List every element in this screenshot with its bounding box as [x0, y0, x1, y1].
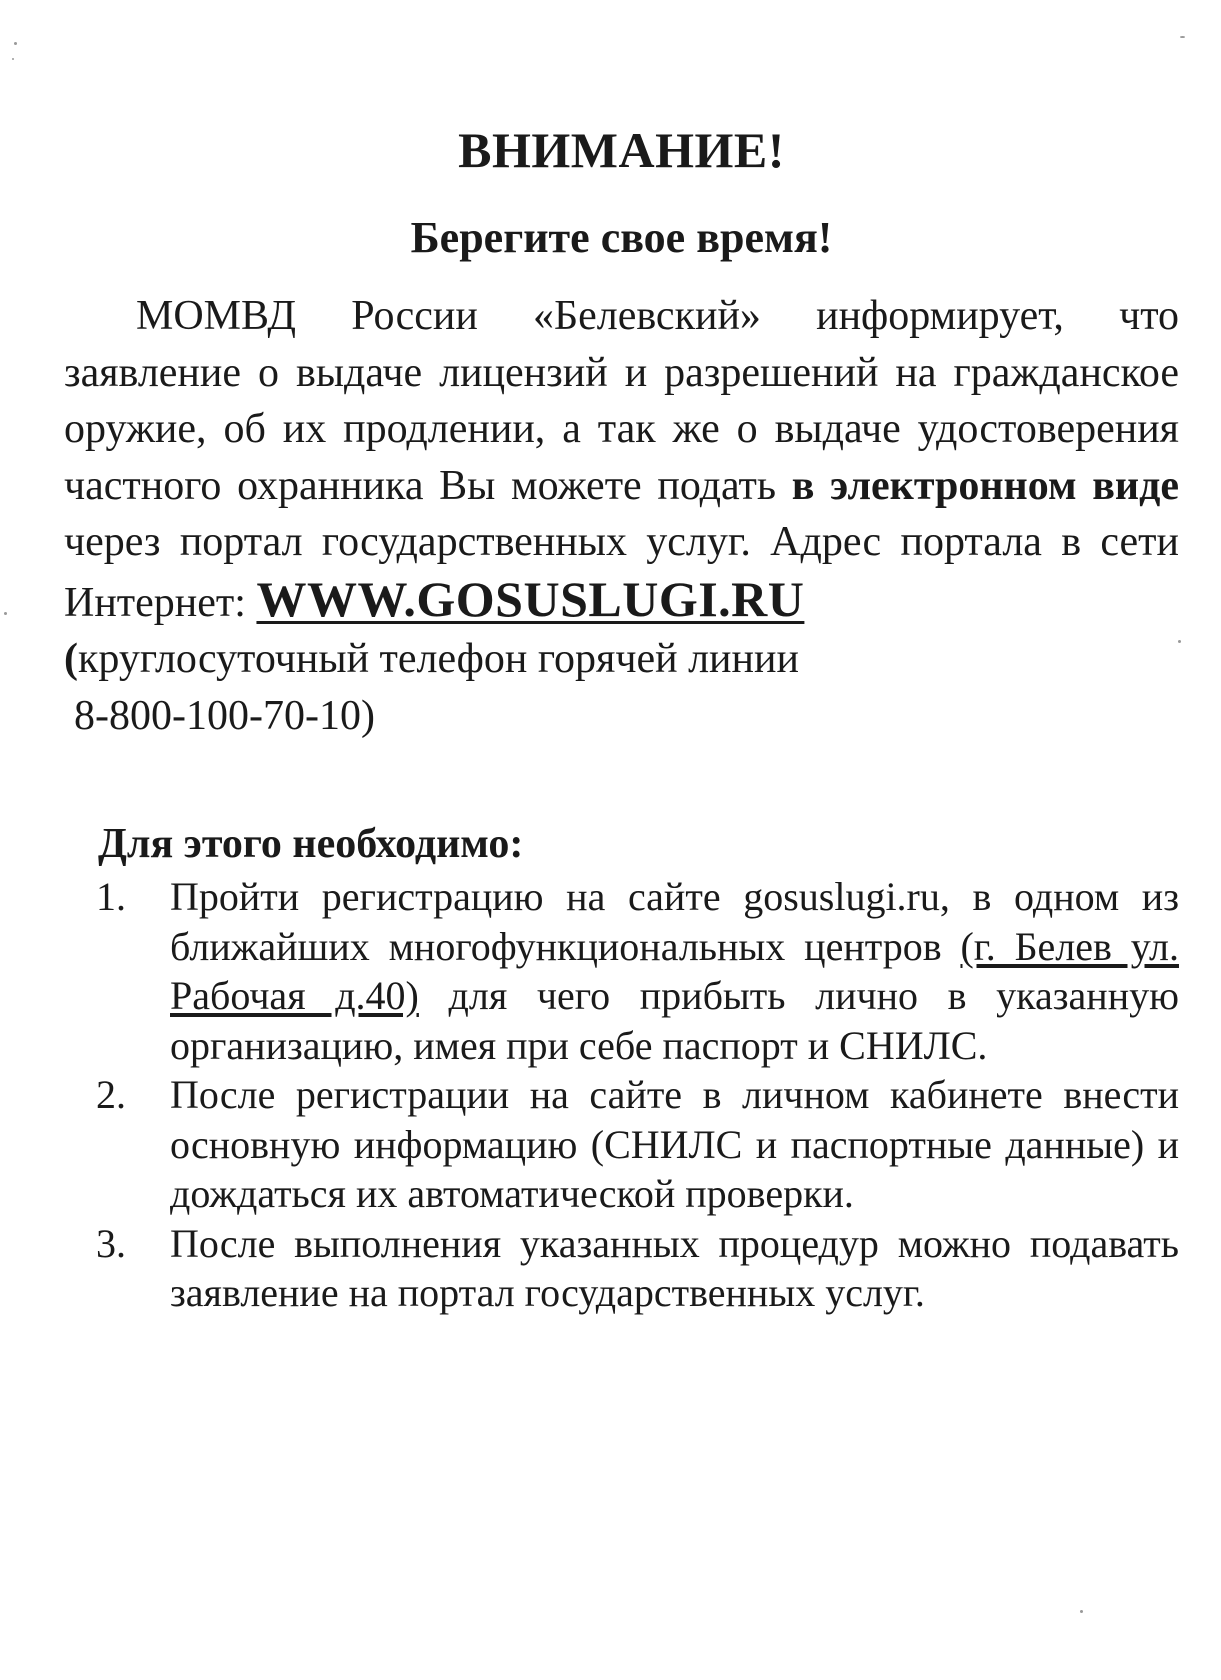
mfc-address: (г. Белев ул. Рабочая д.40) — [170, 923, 1179, 1018]
notice-subheadline: Берегите свое время! — [410, 213, 833, 262]
list-item — [64, 1219, 1179, 1318]
lead-text-end: через портал государственных услуг. Адрес портала в сети Интернет: — [64, 519, 1179, 626]
scan-speck — [14, 42, 17, 45]
lead-emphasis: в электронном виде — [791, 462, 1179, 509]
step-number: 2. — [96, 1072, 126, 1117]
step-text: После выполнения указанных процедур можно подавать заявление на портал государственных услуг. — [170, 1220, 1179, 1315]
scan-speck — [12, 58, 14, 60]
scan-speck — [4, 612, 7, 615]
scan-speck — [1180, 36, 1185, 38]
step-text: После регистрации на сайте в личном кабинете внести основную информацию (СНИЛС и паспортные данные) и дождаться их автоматической проверки. — [170, 1072, 1179, 1216]
portal-website: WWW.GOSUSLUGI.RU — [256, 570, 805, 627]
requirements-title: Для этого необходимо: — [98, 821, 524, 867]
step-text: Пройти регистрацию на сайте gosuslugi.ru, в одном из ближайших многофункциональных центров — [170, 874, 1179, 969]
notice-sheet — [64, 118, 1179, 1318]
step-number: 3. — [96, 1220, 126, 1266]
list-item — [64, 1070, 1179, 1219]
hotline-info — [64, 631, 1179, 744]
hotline-open-paren: ( — [64, 636, 78, 682]
lead-paragraph — [64, 288, 1179, 631]
step-number: 1. — [96, 874, 126, 919]
notice-headline: ВНИМАНИЕ! — [458, 122, 785, 178]
hotline-number: 8-800-100-70-10) — [74, 692, 375, 739]
lead-text-start: МОМВД России «Белевский» информирует, что заявление о выдаче лицензий и разрешений на гражданское оружие, об их продлении, а так же о выдаче удостоверения частного охранника Вы можете подать — [64, 293, 1179, 509]
scan-speck — [1080, 1610, 1083, 1613]
step-text-end: для чего прибыть лично в указанную организацию, имея при себе паспорт и СНИЛС. — [170, 973, 1179, 1068]
requirements-list — [64, 872, 1179, 1318]
list-item — [64, 872, 1179, 1070]
hotline-label: круглосуточный телефон горячей линии — [78, 636, 799, 682]
